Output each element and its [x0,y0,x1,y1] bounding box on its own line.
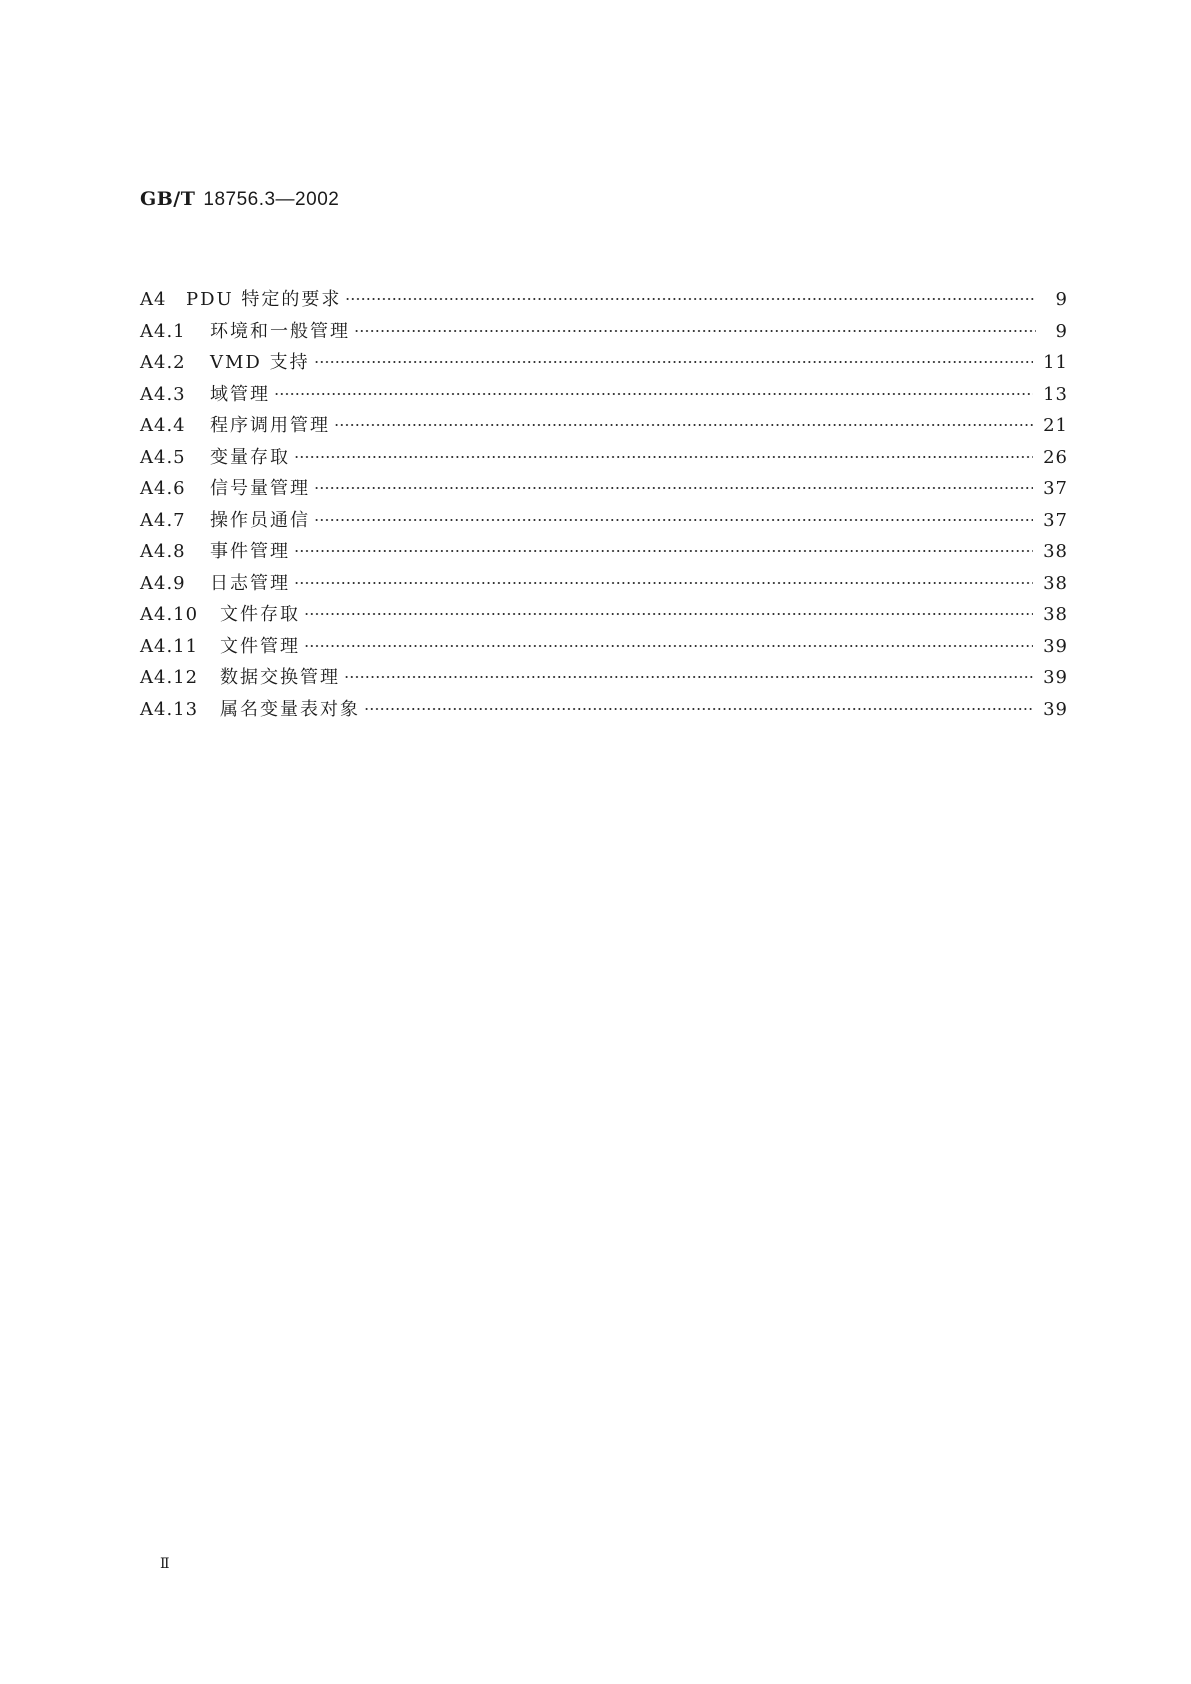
standard-number: 18756.3—2002 [203,189,340,210]
table-of-contents [140,284,1068,725]
toc-leader-dots [274,392,1033,396]
toc-leader-dots [294,581,1033,585]
toc-leader-dots [304,612,1033,616]
toc-entry[interactable] [140,694,1068,726]
toc-entry[interactable] [140,410,1068,442]
toc-entry-number: A4.2 [140,352,186,373]
toc-leader-dots [334,423,1033,427]
toc-entry-page: 37 [1043,478,1068,499]
toc-entry-number: A4.6 [140,478,186,499]
toc-entry-title: VMD 支持 [210,352,310,373]
toc-leader-dots [294,455,1033,459]
toc-entry-title: 事件管理 [210,541,290,562]
page-number: Ⅱ [160,1556,170,1572]
toc-entry-title: 环境和一般管理 [210,320,350,342]
toc-leader-dots [294,549,1033,553]
toc-entry-title: 域管理 [210,383,270,405]
toc-entry-number: A4.11 [140,635,199,657]
toc-entry-title: PDU 特定的要求 [186,289,342,310]
toc-entry-number: A4.10 [140,604,199,625]
toc-entry-title: 数据交换管理 [220,667,340,688]
toc-entry[interactable] [140,505,1068,537]
toc-entry-title: 文件管理 [220,635,300,657]
toc-entry-page: 39 [1043,667,1068,688]
toc-leader-dots [364,707,1033,711]
toc-entry-title: 日志管理 [210,572,290,594]
toc-entry-page: 9 [1055,289,1068,310]
toc-entry[interactable] [140,568,1068,600]
toc-entry-page: 38 [1043,572,1068,594]
document-header [140,188,339,211]
toc-entry[interactable] [140,473,1068,505]
toc-leader-dots [314,518,1033,522]
toc-entry-page: 38 [1043,541,1068,562]
toc-entry-page: 39 [1043,698,1068,720]
toc-entry-title: 操作员通信 [210,509,310,531]
toc-leader-dots [314,360,1034,364]
toc-entry-page: 26 [1043,446,1068,468]
toc-entry[interactable] [140,631,1068,663]
toc-entry-number: A4.3 [140,383,186,405]
toc-entry[interactable] [140,316,1068,348]
toc-entry-page: 39 [1043,635,1068,657]
toc-entry-title: 程序调用管理 [210,415,330,436]
toc-entry-number: A4.9 [140,572,186,594]
toc-entry[interactable] [140,599,1068,631]
toc-leader-dots [314,486,1033,490]
toc-entry-number: A4.4 [140,415,186,436]
toc-leader-dots [304,644,1033,648]
toc-entry-page: 9 [1055,320,1068,342]
toc-entry[interactable] [140,536,1068,568]
toc-entry-title: 变量存取 [210,446,290,468]
toc-entry-number: A4.1 [140,320,186,342]
toc-entry-title: 属名变量表对象 [220,698,360,720]
toc-entry-number: A4.8 [140,541,186,562]
toc-leader-dots [344,675,1033,679]
toc-entry-number: A4 [140,289,167,310]
toc-entry-page: 21 [1043,415,1068,436]
toc-entry[interactable] [140,379,1068,411]
toc-entry-number: A4.13 [140,698,199,720]
toc-entry-number: A4.12 [140,667,199,688]
toc-entry-page: 38 [1043,604,1068,625]
standard-code: GB/T [140,188,196,210]
toc-entry[interactable] [140,662,1068,694]
toc-entry[interactable] [140,284,1068,316]
toc-entry-page: 11 [1043,352,1068,373]
toc-leader-dots [354,329,1036,333]
toc-entry-number: A4.5 [140,446,186,468]
toc-entry-page: 37 [1043,509,1068,531]
toc-leader-dots [345,297,1036,301]
toc-entry-number: A4.7 [140,509,186,531]
toc-entry[interactable] [140,347,1068,379]
toc-entry-title: 信号量管理 [210,478,310,499]
toc-entry-title: 文件存取 [220,604,300,625]
toc-entry[interactable] [140,442,1068,474]
toc-entry-page: 13 [1043,383,1068,405]
